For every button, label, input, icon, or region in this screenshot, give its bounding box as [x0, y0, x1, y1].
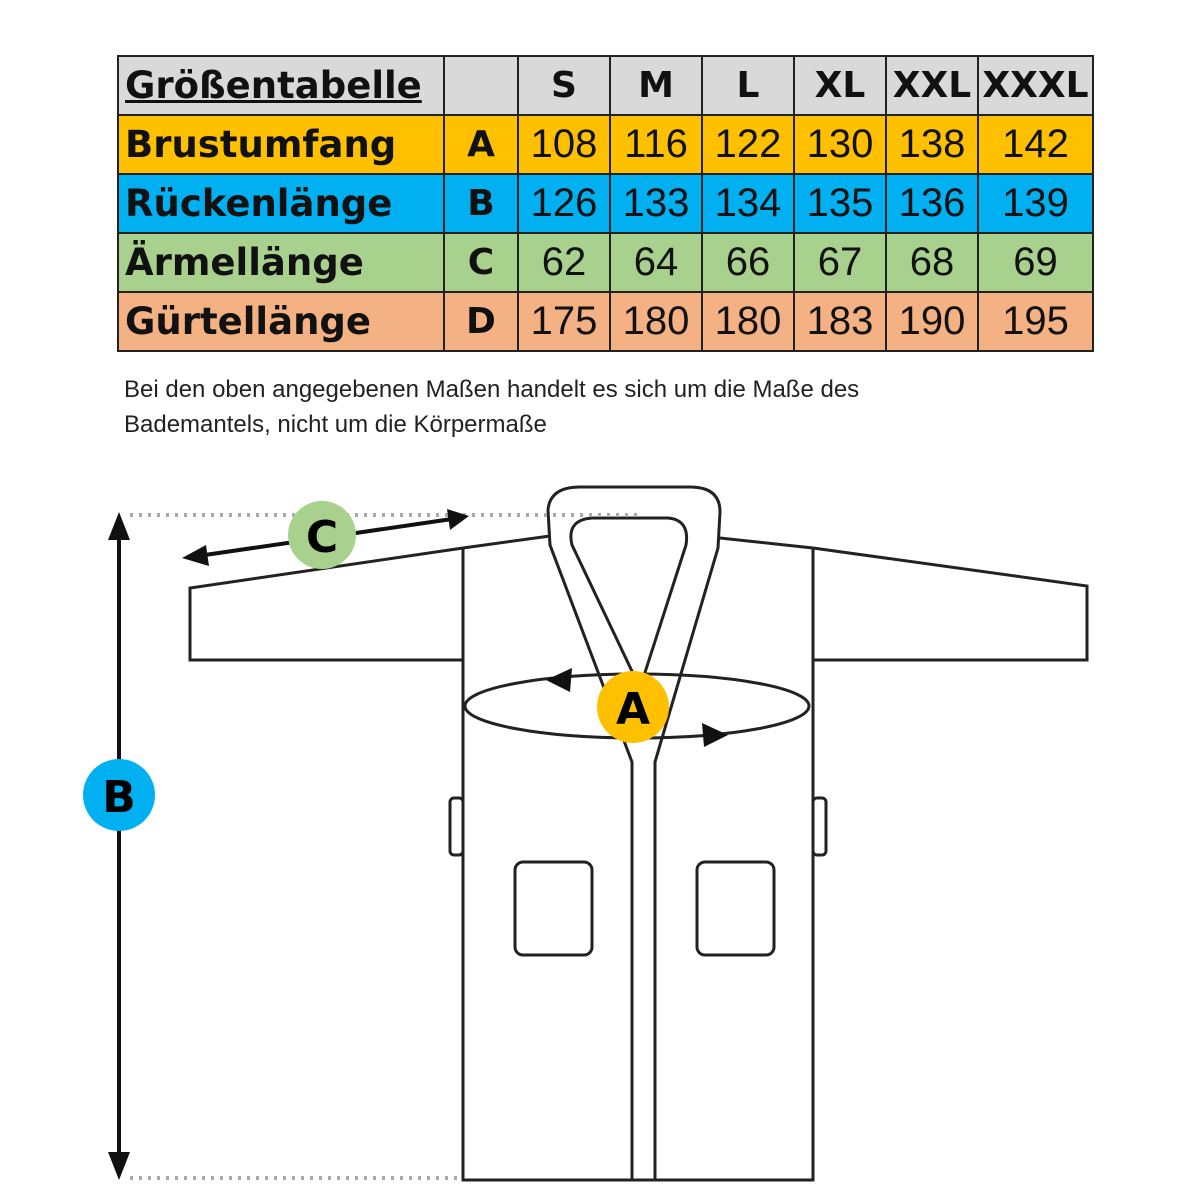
- size-value: 126: [518, 174, 610, 233]
- size-header: XL: [794, 56, 886, 115]
- row-label: Ärmellänge: [118, 233, 444, 292]
- size-value: 180: [702, 292, 794, 351]
- arrow-a-right: [702, 723, 728, 747]
- size-value: 130: [794, 115, 886, 174]
- size-header: S: [518, 56, 610, 115]
- measurement-note: Bei den oben angegebenen Maßen handelt es sich um die Maße des Bademantels, nicht um die Körpermaße: [124, 376, 860, 438]
- size-value: 67: [794, 233, 886, 292]
- size-value: 133: [610, 174, 702, 233]
- left-pocket: [515, 862, 592, 955]
- shoulder-line: [463, 536, 813, 548]
- row-letter: A: [444, 115, 518, 174]
- robe-body: [463, 548, 813, 1180]
- size-value: 69: [978, 233, 1093, 292]
- size-value: 66: [702, 233, 794, 292]
- arrows: [108, 509, 728, 1180]
- collar-inner: [571, 518, 687, 688]
- row-letter: C: [444, 233, 518, 292]
- marker-c: [288, 501, 356, 569]
- size-value: 183: [794, 292, 886, 351]
- row-label: Rückenlänge: [118, 174, 444, 233]
- size-value: 134: [702, 174, 794, 233]
- marker-b-label: B: [102, 772, 136, 823]
- collar-outer: [548, 487, 720, 1180]
- row-label: Brustumfang: [118, 115, 444, 174]
- title-text: Größentabelle: [125, 64, 422, 107]
- right-belt-loop: [813, 798, 826, 855]
- size-value: 138: [886, 115, 978, 174]
- bathrobe-outline: [190, 487, 1087, 1180]
- size-header: XXL: [886, 56, 978, 115]
- row-label: Gürtellänge: [118, 292, 444, 351]
- size-value: 64: [610, 233, 702, 292]
- size-value: 62: [518, 233, 610, 292]
- row-letter: B: [444, 174, 518, 233]
- size-header: L: [702, 56, 794, 115]
- size-value: 190: [886, 292, 978, 351]
- right-sleeve: [813, 548, 1087, 660]
- left-belt-loop: [450, 798, 463, 855]
- marker-a-label: A: [615, 684, 651, 735]
- row-letter: D: [444, 292, 518, 351]
- right-pocket: [697, 862, 774, 955]
- size-value: 175: [518, 292, 610, 351]
- size-value: 136: [886, 174, 978, 233]
- guide-lines: [130, 515, 640, 1178]
- size-value: 68: [886, 233, 978, 292]
- size-value: 116: [610, 115, 702, 174]
- marker-a: [597, 671, 669, 743]
- size-value: 135: [794, 174, 886, 233]
- arrow-a-left: [546, 668, 572, 692]
- size-value: 180: [610, 292, 702, 351]
- marker-c-label: C: [305, 512, 339, 563]
- size-value: 195: [978, 292, 1093, 351]
- size-value: 122: [702, 115, 794, 174]
- size-header: M: [610, 56, 702, 115]
- marker-b: [83, 759, 155, 831]
- size-header: XXXL: [978, 56, 1093, 115]
- size-value: 108: [518, 115, 610, 174]
- size-value: 139: [978, 174, 1093, 233]
- size-value: 142: [978, 115, 1093, 174]
